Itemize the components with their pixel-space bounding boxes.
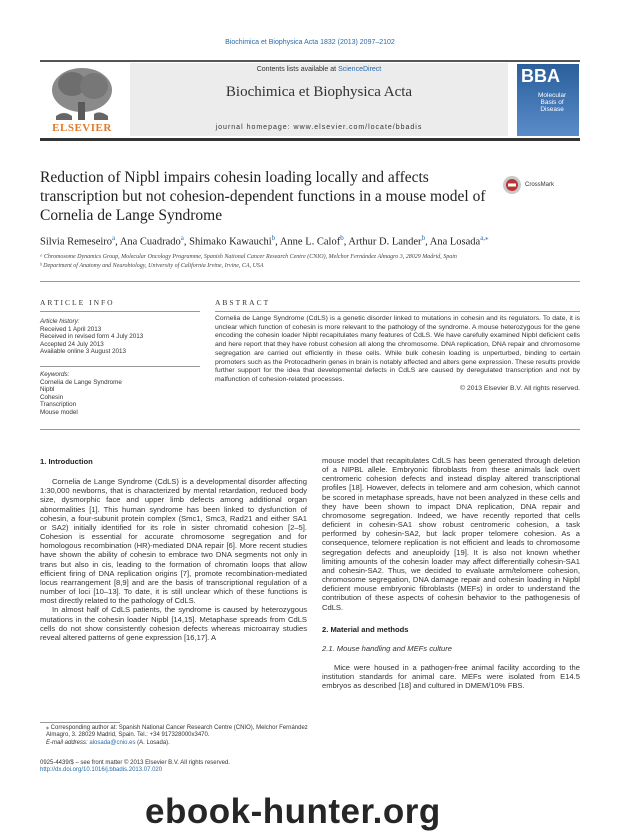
affiliation-a: ᵃ Chromosome Dynamics Group, Molecular Oncology Programme, Spanish National Cancer Research Centre (CNIO), Melchor Fernández Almagro 3, 28029 Madrid, Spain	[40, 254, 457, 260]
intro-paragraph: Cornelia de Lange Syndrome (CdLS) is a developmental disorder affecting 1:30,000 newborns, that is characterized by mental retardation, reduced body size, dysmorphic face and upper limb defects among additional organ abnormalities [1]. This human syndrome has been linked to dysfunction of cohesin, a four-subunit protein complex (Smc1, Smc3, Rad21 and either SA1 or SA2) initially identified for its role in sister chromatid cohesion [2–5]. Cohesion is essential for accurate chromosome segregation and for homologous recombination (HR)-mediated DNA repair [6]. More recent studies have shown the ability of cohesin to embrace two DNA segments not only in trans but also in cis, leading to the formation of chromatin loops that allow efficient firing of DNA replication origins [7], promote recombination-mediated locus rearrangement [8,9] and are the basis of transcriptional regulation of a number of loci [10–13]. To date, it is still unclear which of these functions is most directly related to the pathology of CdLS.	[40, 477, 307, 606]
author[interactable]: Ana Cuadrado	[119, 236, 181, 248]
corresponding-author: ⁎ Corresponding author at: Spanish National Cancer Research Centre (CNIO), Melchor Fernández Almagro, 3. 28029 Madrid, Spain. Tel.: +34 917328000x3470.	[46, 725, 308, 739]
intro-heading: 1. Introduction	[40, 457, 93, 466]
history-item: Received 1 April 2013	[40, 325, 102, 333]
info-rule	[40, 311, 200, 312]
email-label: E-mail address:	[46, 739, 88, 746]
email-link[interactable]: alosada@cnio.es	[89, 739, 136, 746]
methods-heading: 2. Material and methods	[322, 624, 409, 634]
methods-subheading: 2.1. Mouse handling and MEFs culture	[322, 643, 453, 653]
footnote-rule	[40, 722, 120, 723]
sciencedirect-link[interactable]: ScienceDirect	[338, 66, 382, 73]
article-info-heading: ARTICLE INFO	[40, 298, 115, 307]
abstract-rule	[215, 311, 580, 312]
keywords-label: Keywords:	[40, 371, 70, 378]
abstract-text: Cornelia de Lange Syndrome (CdLS) is a genetic disorder linked to mutations in cohesin and its regulators. To date, it is unclear which function of cohesin is more relevant to the pathology of the syndrome. A mouse heterozygous for the gene encoding the cohesin loader Nipbl recapitulates many features of CdLS. We have carefully examined Nipbl deficient cells and here report that they have robust cohesion all along the chromosome. DNA replication, DNA repair and chromosome segregation are carried out efficiently in these cells. While bulk cohesin loading is unperturbed, binding to certain promoters such as the Protocadherin genes in brain is notably affected and alters gene expression. These results provide further support for the idea that developmental defects in CdLS are caused by deregulated transcription and not by malfunction of cohesion-related processes.	[215, 315, 580, 383]
history-item: Received in revised form 4 July 2013	[40, 333, 144, 340]
history-label: Article history:	[40, 318, 80, 325]
history-item: Accepted 24 July 2013	[40, 340, 104, 348]
footnote-issn	[40, 760, 310, 775]
keyword: Mouse model	[40, 408, 78, 416]
footnote-corresponding	[40, 725, 310, 747]
author-list: Silvia Remeseiro$^a$, Ana Cuadrado$^a$, Shimako Kawauchi$^b$, Anne L. Calof$^b$, Arthur D. Lander$^b$, Ana Losada$^{a,⁎}$	[40, 234, 489, 248]
author[interactable]: Arthur D. Lander	[348, 236, 422, 248]
bba-cover-title: BBA	[521, 66, 560, 86]
affil-mark: b	[271, 234, 276, 242]
section-rule	[40, 429, 580, 430]
watermark-text: ebook-hunter.org	[145, 792, 441, 831]
keyword: Cohesin	[40, 393, 64, 401]
abstract-copyright: © 2013 Elsevier B.V. All rights reserved.	[460, 384, 580, 392]
keywords	[40, 371, 122, 416]
info-rule	[40, 366, 200, 367]
keyword: Transcription	[40, 401, 77, 408]
author[interactable]: Ana Losada	[429, 236, 481, 248]
affil-mark: b	[421, 234, 426, 242]
affil-mark: a	[112, 234, 116, 242]
author[interactable]: Anne L. Calof	[279, 236, 341, 248]
bba-cover-subtitle: Molecular Basis of Disease	[538, 92, 567, 113]
author[interactable]: Shimako Kawauchi	[189, 236, 272, 248]
right-column	[322, 456, 580, 690]
contents-prefix: Contents lists available at	[256, 66, 339, 73]
body-paragraph: mouse model that recapitulates CdLS has been generated through deletion of a NIPBL allele. Embryonic fibroblasts from these animals lack overt centromeric cohesion defects and instead display altered transcriptional profiles [18]. However, defects in telomere and arm cohesion, which cannot be scored in metaphase spreads, have not been analyzed in these cells and they have been shown to impact DNA replication, DNA repair and chromosome segregation. Indeed, we have recently reported that cells deficient in cohesin-SA1 show robust centromeric cohesion, a task performed by cohesin-SA2, but lack proper telomere cohesion. As a consequence, telomere replication is not efficient and leads to chromosome segregation defects and aneuploidy [19]. It is also not known whether limiting amounts of the cohesin loader may affect differentially cohesin-SA1 and cohesin-SA2. Thus, we decided to evaluate arm/telomere cohesion, chromosome segregation, DNA damage repair and cohesin loading in Nipbl deficient mouse embryonic fibroblasts (MEFs) in order to understand the contribution of these aspects of cohesin behavior to the pathogenesis of CdLS.	[322, 456, 580, 612]
affil-mark: b	[340, 234, 344, 242]
crossmark-label[interactable]: CrossMark	[525, 182, 555, 188]
journal-title: Biochimica et Biophysica Acta	[225, 84, 413, 100]
elsevier-wordmark: ELSEVIER	[52, 122, 112, 134]
journal-homepage[interactable]: journal homepage: www.elsevier.com/locate/bbadis	[215, 124, 423, 131]
intro-paragraph: In almost half of CdLS patients, the syndrome is caused by heterozygous mutations in the cohesin loader Nipbl [14,15]. Metaphase spreads from CdLS cells do not show consistently cohesion defects whereas microarray studies reveal altered patterns of gene expression [16,17]. A	[40, 605, 307, 642]
left-column	[40, 457, 307, 642]
article-title: Reduction of Nipbl impairs cohesin loading locally and affects transcription but not cohesion-dependent functions in a mouse model of Cornelia de Lange Syndrome	[40, 169, 486, 224]
affiliation-b: ᵇ Department of Anatomy and Neurobiology, University of California Irvine, Irvine, CA, USA	[40, 263, 264, 269]
abstract-heading: ABSTRACT	[215, 298, 271, 307]
affil-mark: a,⁎	[480, 234, 489, 242]
affil-mark: a	[180, 234, 184, 242]
history-item: Available online 3 August 2013	[40, 348, 127, 355]
keyword: Cornelia de Lange Syndrome	[40, 378, 122, 386]
email-suffix: (A. Losada).	[137, 739, 170, 746]
section-rule	[40, 281, 580, 282]
header-rule-bottom	[40, 138, 580, 141]
contents-line	[130, 66, 508, 73]
author[interactable]: Silvia Remeseiro	[40, 236, 113, 248]
article-history	[40, 318, 143, 356]
issn-line: 0925-4439/$ – see front matter © 2013 Elsevier B.V. All rights reserved.	[40, 760, 230, 766]
abstract	[215, 315, 580, 393]
crossmark-icon[interactable]	[502, 175, 522, 195]
doi-link[interactable]: http://dx.doi.org/10.1016/j.bbadis.2013.07.020	[40, 767, 163, 774]
journal-citation[interactable]: Biochimica et Biophysica Acta 1832 (2013) 2097–2102	[225, 39, 395, 46]
keyword: Nipbl	[40, 386, 55, 393]
header-rule	[40, 60, 580, 62]
body-paragraph: Mice were housed in a pathogen-free animal facility according to the institution standards for animal care. MEFs were isolated from E14.5 embryos as described [18] and cultured in DMEM/10% FBS.	[322, 662, 580, 691]
